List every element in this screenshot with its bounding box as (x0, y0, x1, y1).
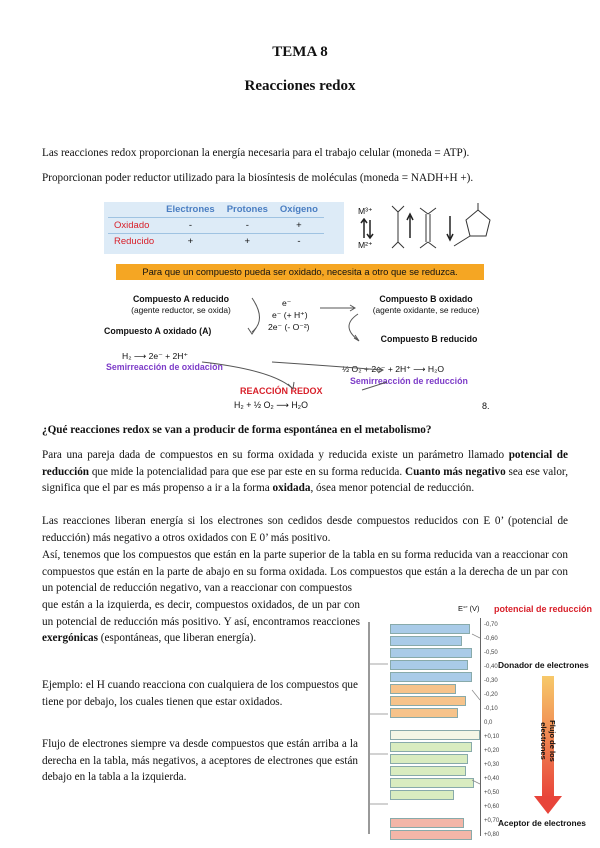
compound-a-oxidized: Compuesto A oxidado (A) (104, 326, 212, 336)
text: Para una pareja dada de compuestos en su forma oxidada y reducida existe un parámetro llamado (42, 449, 509, 461)
scale-tick-label: +0,50 (484, 790, 500, 796)
scale-tick-label: +0,10 (484, 734, 500, 740)
text: , ósea menor potencial de reducción. (310, 482, 475, 495)
text: que mide la potencialidad para que ese par este en su forma reducida. (89, 465, 405, 478)
cell: - (274, 234, 324, 250)
metal-bottom: M²⁺ (358, 240, 373, 250)
oxidation-banner: Para que un compuesto pueda ser oxidado, necesita a otro que se reduzca. (116, 264, 484, 280)
text: (espontáneas, que liberan energía). (97, 632, 257, 645)
scale-tick-label: +0,40 (484, 776, 500, 782)
redox-reaction-label: REACCIÓN REDOX (240, 386, 323, 396)
scale-tick-label: -0,50 (484, 650, 498, 656)
scale-tick-label: -0,70 (484, 622, 498, 628)
cell: - (160, 218, 221, 234)
intro-line-2: Proporcionan poder reductor utilizado para la biosíntesis de moléculas (moneda = NADH+H +). (42, 172, 474, 184)
paragraph-exergonic (42, 597, 360, 647)
scale-tick-label: +0,30 (484, 762, 500, 768)
scale-tick-label: 0,0 (484, 720, 493, 726)
scale-tick-label: +0,60 (484, 804, 500, 810)
redox-table-header (108, 202, 324, 218)
cell: - (221, 218, 274, 234)
flow-label: Flujo de los electrones (539, 720, 557, 762)
page-title: TEMA 8 (272, 44, 328, 60)
scale-tick-label: +0,80 (484, 832, 500, 838)
redox-figure (102, 200, 502, 418)
oxidation-equation: H₂ ⟶ 2e⁻ + 2H⁺ (122, 351, 189, 361)
paragraph-example: Ejemplo: el H cuando reacciona con cualquiera de los compuestos que tiene por debajo, los cuales tienen que estar oxidados. (42, 679, 358, 708)
bold-term: Cuanto más negativo (404, 465, 506, 478)
compound-b-oxidized: Compuesto B oxidado (379, 294, 473, 304)
redox-equation: H₂ + ½ O₂ ⟶ H₂O (234, 400, 308, 410)
section-question: ¿Qué reacciones redox se van a producir de forma espontánea en el metabolismo? (42, 424, 432, 436)
cell: + (221, 234, 274, 250)
potential-figure-title: potencial de reducción (494, 604, 593, 614)
intro-line-1: Las reacciones redox proporcionan la energía necesaria para el trabajo celular (moneda = ATP). (42, 147, 470, 159)
table-row (108, 234, 324, 250)
pair-connector-lines-icon (364, 604, 484, 844)
scale-tick-label: +0,20 (484, 748, 500, 754)
metal-arrow-icon (360, 218, 374, 240)
reduction-equation: ½ O₂ + 2e⁻ + 2H⁺ ⟶ H₂O (342, 364, 445, 374)
text: que están a la izquierda, es decir, compuestos oxidados, de un par con un potencial de reducción más positivo. Y así, encontramos reacciones (42, 599, 360, 628)
electron-label-3: 2e⁻ (- O⁻²) (268, 322, 310, 332)
compound-a-reduced-note: (agente reductor, se oxida) (131, 305, 231, 315)
molecule-sketches-icon (390, 202, 500, 254)
acceptor-label: Aceptor de electrones (498, 818, 586, 828)
scale-tick-label: -0,30 (484, 678, 498, 684)
reduction-half-label: Semirreacción de reducción (350, 376, 468, 386)
e0-axis-label: E°’ (V) (458, 604, 480, 613)
flow-arrow-head-icon (534, 796, 562, 816)
electron-label-1: e⁻ (282, 298, 292, 308)
electron-label-2: e⁻ (+ H⁺) (272, 310, 308, 320)
electron-transfer-arrows-icon (222, 290, 382, 350)
scale-tick-label: +0,70 (484, 818, 500, 824)
cell: + (274, 218, 324, 234)
slide-number: 8. (482, 401, 490, 411)
table-row (108, 218, 324, 234)
bold-term: oxidada (272, 482, 311, 495)
compound-a-reduced: Compuesto A reducido (132, 294, 230, 304)
bold-term: potencial de reducción (42, 449, 568, 478)
row-label: Oxidado (108, 218, 160, 234)
redox-table-panel (104, 202, 344, 254)
header-protones: Protones (226, 204, 268, 215)
paragraph-table-explanation: Así, tenemos que los compuestos que están en la parte superior de la tabla en su forma reducida van a reaccionar con compuestos que están en la parte de abajo en su forma oxidada. Los compuestos que están a la derecha de un par con un potencial de reducción negativo, van a reaccionar con compuestos (42, 549, 568, 595)
donor-label: Donador de electrones (498, 660, 589, 670)
compound-b-oxidized-note: (agente oxidante, se reduce) (372, 305, 480, 315)
reaction-arrows-icon (142, 350, 472, 402)
scale-tick-label: -0,20 (484, 692, 498, 698)
redox-table (108, 202, 324, 249)
paragraph-energy-release: Las reacciones liberan energía si los electrones son cedidos desde compuestos reducidos con E 0’ (potencial de reducción) más negativo a otros oxidados con E 0’ más positivo. (42, 515, 568, 544)
paragraph-electron-flow: Flujo de electrones siempre va desde compuestos que están arriba a la derecha en la tabla, más negativos, a aceptores de electrones que están debajo en la tabla a la izquierda. (42, 738, 358, 784)
oxidation-half-label: Semirreacción de oxidación (106, 362, 223, 372)
paragraph-reduction-potential (42, 447, 568, 497)
cell: + (160, 234, 221, 250)
row-label: Reducido (108, 234, 160, 250)
compound-b-reduced: Compuesto B reducido (380, 334, 478, 344)
header-electrones: Electrones (166, 204, 215, 215)
bold-term: exergónicas (42, 632, 98, 645)
page-subtitle: Reacciones redox (244, 78, 356, 94)
scale-tick-label: -0,40 (484, 664, 498, 670)
header-oxigeno: Oxígeno (279, 204, 318, 215)
scale-tick-label: -0,60 (484, 636, 498, 642)
metal-top: M³⁺ (358, 206, 373, 216)
potential-figure (364, 604, 600, 848)
scale-tick-label: -0,10 (484, 706, 498, 712)
text: sea ese valor, significa que el par es más propenso a ir a la forma (42, 465, 568, 495)
